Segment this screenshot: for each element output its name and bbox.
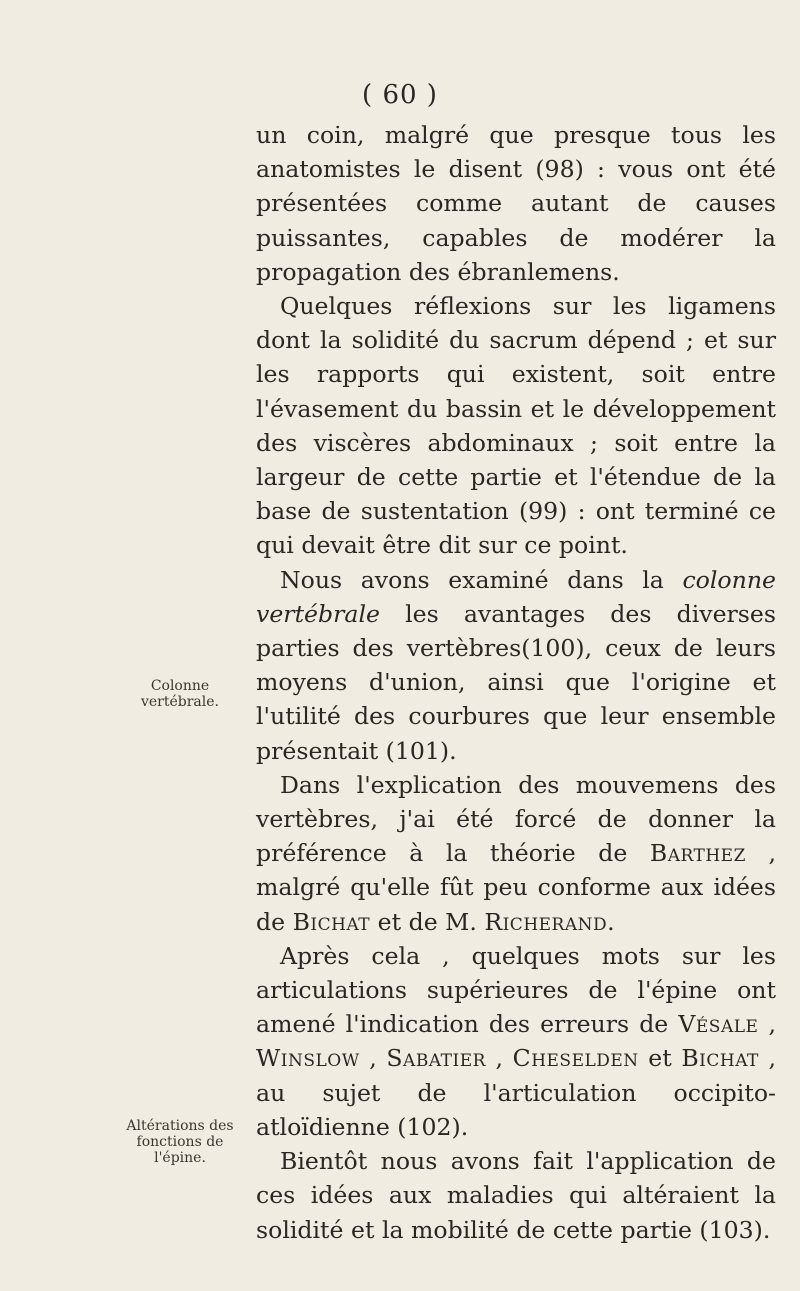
paragraph-3: [256, 563, 776, 768]
paragraph-5: [256, 939, 776, 1144]
body-text: [256, 118, 776, 1247]
author-name: Sabatier: [386, 1044, 486, 1073]
p5-text-6: , au sujet de l'articulation occipito-atloïdienne (102).: [256, 1044, 777, 1141]
margin-note-alterations: Altérations des fonctions de l'épine.: [126, 1118, 234, 1166]
author-name: Bichat: [681, 1044, 759, 1073]
p5-text-2: ,: [758, 1010, 776, 1039]
author-name: Vésale: [678, 1010, 759, 1039]
p5-text-5: et: [638, 1044, 682, 1073]
author-name: Winslow: [256, 1044, 360, 1073]
p5-text-1: Après cela , quelques mots sur les articulations supérieures de l'épine ont amené l'indication des erreurs de: [256, 941, 776, 1039]
author-name: Bichat: [292, 907, 371, 936]
author-name: Barthez: [649, 839, 746, 868]
p3-text-2: les avantages des diverses parties des vertèbres(100), ceux de leurs moyens d'union, ainsi que l'origine et l'utilité des courbures que leur ensemble présentait (101).: [256, 599, 776, 765]
author-name: Richerand: [484, 907, 608, 936]
paragraph-4: [256, 768, 776, 939]
margin-note-colonne: Colonne vertébrale.: [140, 678, 219, 710]
p3-emphasis: colonne vertébrale: [256, 565, 776, 628]
paragraph-1: un coin, malgré que presque tous les anatomistes le disent (98) : vous ont été présentées comme autant de causes puissantes, capables de modérer la propagation des ébranlemens.: [256, 121, 776, 286]
p4-text-3: et de M.: [370, 907, 485, 936]
page-number: ( 60 ): [362, 80, 438, 110]
paragraph-2: Quelques réflexions sur les ligamens dont la solidité du sacrum dépend ; et sur les rapports qui existent, soit entre l'évasement du bassin et le développement des viscères abdominaux ; soit entre la largeur de cette partie et l'étendue de la base de sustentation (99) : ont terminé ce qui devait être dit sur ce point.: [256, 292, 776, 560]
p5-text-4: ,: [485, 1044, 513, 1073]
p4-text-1: Dans l'explication des mouvemens des vertèbres, j'ai été forcé de donner la préférence à la théorie de: [256, 770, 776, 868]
paragraph-6: Bientôt nous avons fait l'application de ces idées aux maladies qui altéraient la solidité et la mobilité de cette partie (103).: [256, 1147, 776, 1244]
p4-text-2: , malgré qu'elle fût peu conforme aux idées de: [256, 839, 776, 936]
author-name: Cheselden: [512, 1044, 639, 1073]
p3-text-1: Nous avons examiné dans la: [280, 565, 683, 594]
p4-text-4: .: [607, 907, 615, 936]
p5-text-3: ,: [359, 1044, 387, 1073]
